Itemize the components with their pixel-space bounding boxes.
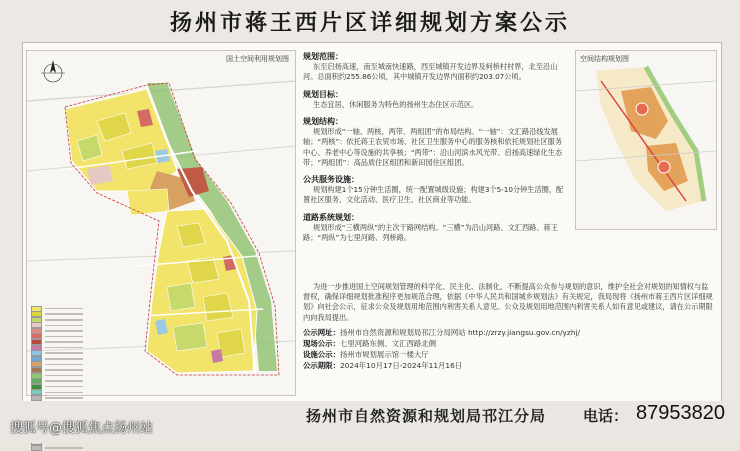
legend-item	[31, 334, 149, 339]
section-body: 东至启扬高速，南至城南快速路，西至城镇开发边界及柯桥村村界，北至沿山河。总面积约255.86公顷，其中城镇开发边界内面积约203.07公顷。	[303, 62, 558, 82]
page-title: 扬州市蒋王西片区详细规划方案公示	[169, 10, 570, 36]
legend-item	[31, 306, 149, 311]
legend-text-line	[45, 347, 83, 349]
section-heading: 规划目标：	[303, 89, 343, 99]
land-use-map	[26, 50, 296, 396]
section-body: 规划构建1个15分钟生活圈，统一配置城级设施；构建3个5-10分钟生活圈，配置社区服务、文化活动、医疗卫生、社区商业等功能。	[303, 185, 564, 205]
section-scope	[303, 52, 568, 83]
legend-text-line	[45, 386, 83, 388]
watermark: 搜狐号@搜狐焦点扬州站	[10, 421, 154, 436]
legend-text-line	[45, 308, 83, 310]
legend-text-line	[45, 358, 83, 360]
legend-text-line	[45, 380, 83, 382]
spatial-structure-map-title: 空间结构规划图	[580, 55, 629, 63]
public-info-row-site	[303, 338, 715, 349]
legend-text-line	[45, 369, 83, 371]
legend-item	[31, 384, 149, 389]
legend-item	[31, 339, 149, 344]
section-heading: 道路系统规划：	[303, 212, 359, 222]
section-structure	[303, 117, 568, 168]
public-info-key: 设施公示：	[303, 349, 340, 359]
legend-text-line	[45, 319, 83, 321]
legend-item	[31, 367, 149, 372]
phone-label: 电话：	[583, 407, 629, 425]
legend-text-line	[45, 352, 83, 354]
legend-item	[31, 345, 149, 350]
section-heading: 规划结构：	[303, 117, 343, 127]
public-info-value[interactable]: 扬州市自然资源和规划局邗江分局网站 http://zrzy.jiangsu.gov.cn/yzhj/	[339, 327, 581, 337]
public-info-row-period	[303, 360, 715, 371]
legend-text-line	[45, 364, 83, 366]
section-heading: 规划范围：	[303, 52, 343, 61]
notice-block	[303, 282, 715, 371]
legend-item	[31, 373, 149, 378]
legend-item	[31, 395, 149, 400]
public-info-key: 公示网址：	[303, 327, 340, 337]
legend-text-line	[45, 330, 83, 332]
section-goal	[303, 90, 568, 110]
legend-item	[31, 328, 149, 333]
legend-item	[31, 362, 149, 367]
section-body: 规划形成“一轴、两核、两带、两组团”的布局结构。“一轴”：文汇路沿线发展轴；“两核”：依托蒋王农贸市场、社区卫生服务中心的服务核和依托规划社区服务中心、养老中心等设施的共享核；“两带”：沿山河滨水风光带、启扬高速绿化生态带；“两组团”：高品质住区组团和新田园住区组团。	[303, 127, 563, 167]
section-public-services	[303, 175, 568, 206]
legend-text-line	[45, 447, 83, 449]
spatial-structure-drawing	[576, 51, 716, 229]
section-body: 生态宜居、休闲服务为特色的扬州生态住区示范区。	[313, 99, 479, 109]
legend-item	[31, 323, 149, 328]
legend-item	[31, 312, 149, 317]
public-info-key: 现场公示：	[303, 338, 340, 348]
section-body: 规划形成“三横两纵”的主次干路网结构。“三横”为沿山河路、文汇西路、蒋王路；“两纵”为七里河路、列桥路。	[303, 222, 558, 243]
section-heading: 公共服务设施：	[303, 175, 359, 185]
phone-number: 87953820	[636, 402, 725, 424]
legend-item	[31, 390, 149, 395]
legend-text-line	[45, 325, 83, 327]
north-arrow-icon	[41, 60, 65, 82]
notice-paragraph: 为进一步推进国土空间规划管理的科学化、民主化、法制化，不断提高公众参与规划的意识，维护全社会对规划的知情权与监督权，确保详细规划批准程序更加规范合理，依据《中华人民共和国城乡规划法》有关规定，我局现将《扬州市蒋王西片区详细规划》向社会公示，征求公众及规划用地范围内利害关系人意见。公众及规划用地范围内利害关系人如有意见或建议，请在公示期限内向我局提出。	[303, 282, 713, 322]
plan-text	[303, 50, 568, 243]
legend-item	[31, 379, 149, 384]
section-roads	[303, 213, 568, 244]
legend-text-line	[45, 341, 83, 343]
legend-text-line	[45, 375, 83, 377]
legend-text-line	[45, 392, 83, 394]
public-info-key: 公示期限：	[303, 360, 340, 370]
legend-item	[31, 351, 149, 356]
legend-item	[31, 317, 149, 322]
legend-swatch	[31, 445, 42, 451]
public-info-value: 七里河路东侧、文汇西路北侧	[339, 338, 437, 348]
public-info-value: 2024年10月17日-2024年11月16日	[339, 360, 463, 370]
land-use-map-title: 国土空间利用规划图	[226, 55, 289, 63]
legend-text-line	[45, 397, 83, 399]
public-info-row-website	[303, 327, 715, 338]
agency-name: 扬州市自然资源和规划局邗江分局	[306, 407, 547, 425]
legend-item	[31, 356, 149, 361]
legend-text-line	[45, 313, 83, 315]
spatial-structure-map	[575, 50, 717, 230]
public-info-value: 扬州市规划展示馆一楼大厅	[339, 349, 429, 359]
legend-item	[31, 445, 149, 450]
public-info-row-venue	[303, 349, 715, 360]
legend-text-line	[45, 336, 83, 338]
